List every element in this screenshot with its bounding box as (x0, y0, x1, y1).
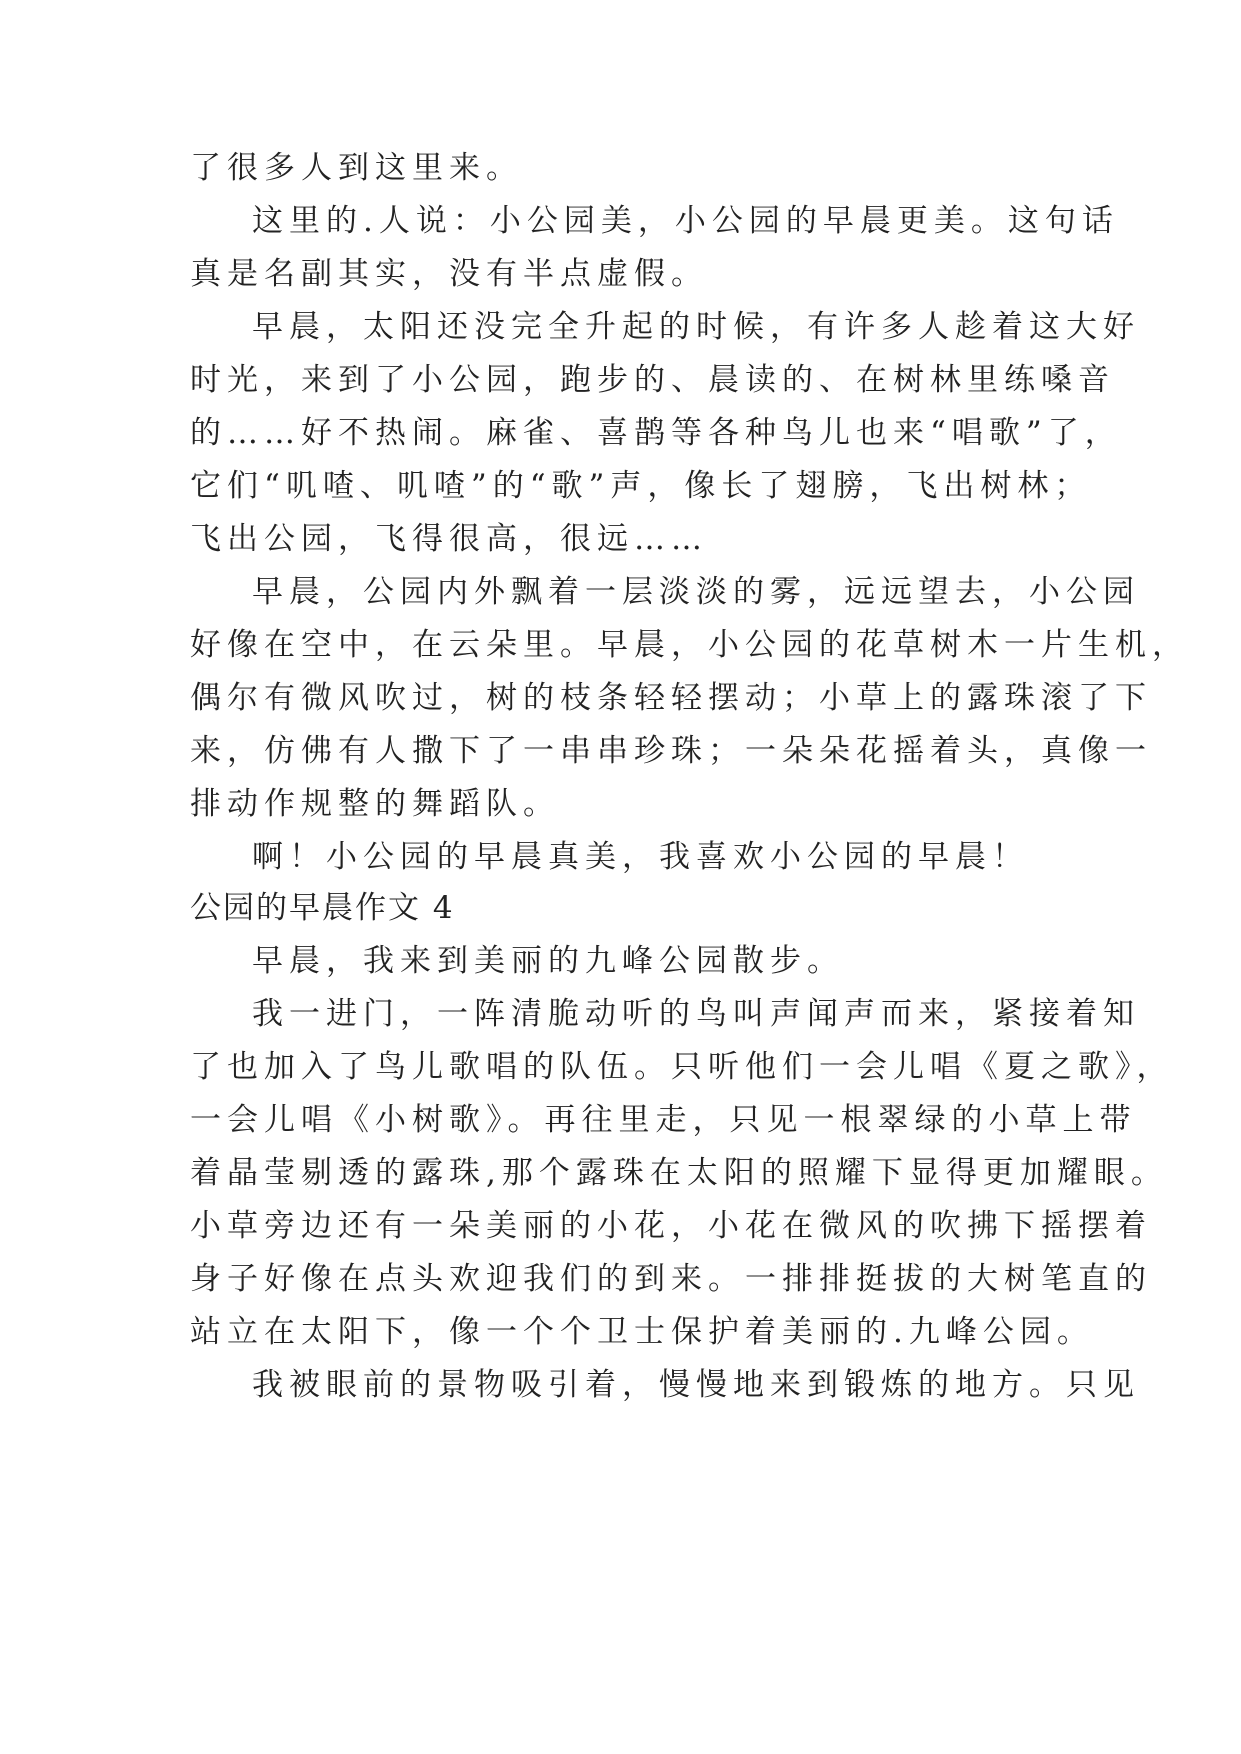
text-line: 它们“叽喳、叽喳”的“歌”声，像长了翅膀，飞出树林； (190, 468, 1092, 504)
text-line: 一会儿唱《小树歌》。再往里走，只见一根翠绿的小草上带 (190, 1102, 1137, 1138)
text-line: 了也加入了鸟儿歌唱的队伍。只听他们一会儿唱《夏之歌》， (190, 1049, 1174, 1085)
section-heading: 公园的早晨作文 4 (190, 890, 455, 926)
text-line: 时光，来到了小公园，跑步的、晨读的、在树林里练嗓音 (190, 362, 1115, 398)
paragraph-start: 早晨，太阳还没完全升起的时候，有许多人趁着这大好 (252, 309, 1140, 345)
text-line: 好像在空中，在云朵里。早晨，小公园的花草树木一片生机， (190, 627, 1189, 663)
paragraph-start: 这里的.人说：小公园美，小公园的早晨更美。这句话 (252, 203, 1119, 239)
paragraph-start: 啊！小公园的早晨真美，我喜欢小公园的早晨！ (252, 839, 1029, 875)
text-line: 飞出公园，飞得很高，很远…… (190, 521, 708, 557)
text-line: 真是名副其实，没有半点虚假。 (190, 256, 708, 292)
text-line: 排动作规整的舞蹈队。 (190, 786, 560, 822)
text-line: 着晶莹剔透的露珠,那个露珠在太阳的照耀下显得更加耀眼。 (190, 1155, 1168, 1191)
text-line: 身子好像在点头欢迎我们的到来。一排排挺拔的大树笔直的 (190, 1261, 1152, 1297)
paragraph-start: 我一进门，一阵清脆动听的鸟叫声闻声而来，紧接着知 (252, 996, 1140, 1032)
paragraph-start: 早晨，我来到美丽的九峰公园散步。 (252, 943, 844, 979)
text-line: 了很多人到这里来。 (190, 150, 523, 186)
paragraph-start: 我被眼前的景物吸引着，慢慢地来到锻炼的地方。只见 (252, 1367, 1140, 1403)
text-line: 小草旁边还有一朵美丽的小花，小花在微风的吹拂下摇摆着 (190, 1208, 1152, 1244)
text-line: 的……好不热闹。麻雀、喜鹊等各种鸟儿也来“唱歌”了， (190, 415, 1122, 451)
text-line: 偶尔有微风吹过，树的枝条轻轻摆动；小草上的露珠滚了下 (190, 680, 1152, 716)
text-line: 来，仿佛有人撒下了一串串珍珠；一朵朵花摇着头，真像一 (190, 733, 1152, 769)
text-line: 站立在太阳下，像一个个卫士保护着美丽的.九峰公园。 (190, 1314, 1094, 1350)
paragraph-start: 早晨，公园内外飘着一层淡淡的雾，远远望去，小公园 (252, 574, 1140, 610)
